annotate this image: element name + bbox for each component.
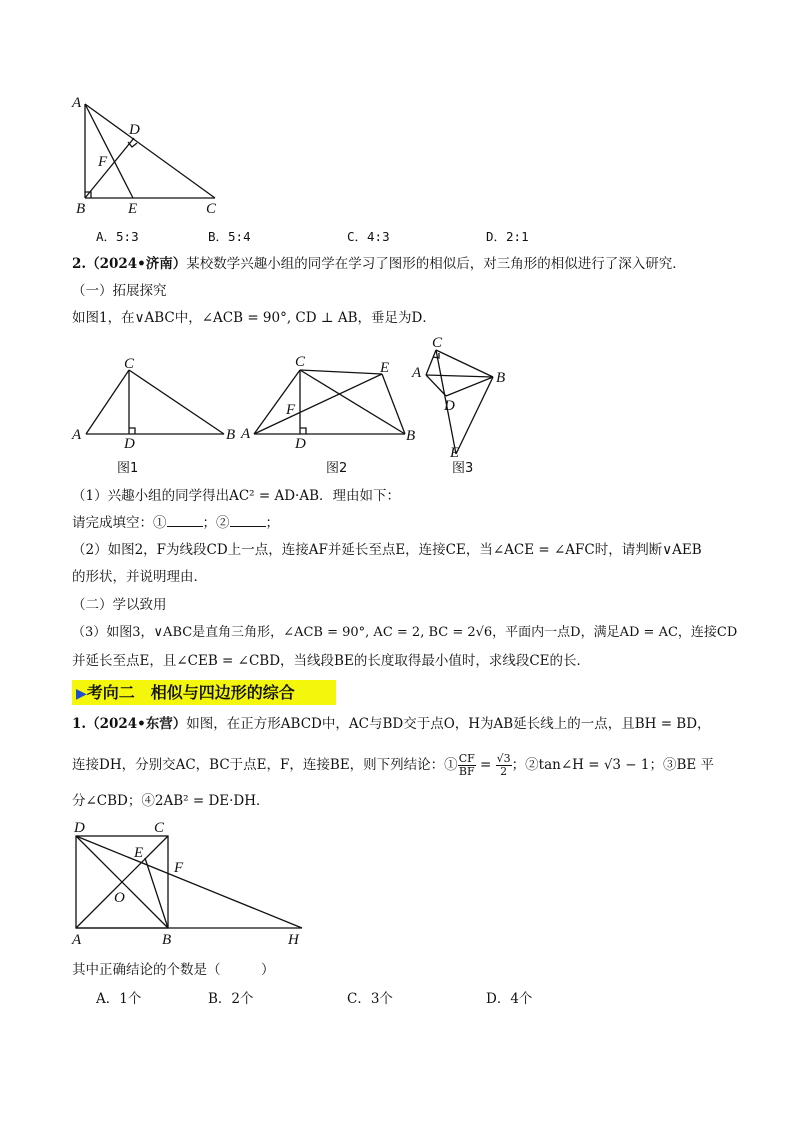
label-D: D: [129, 122, 140, 138]
sq-label-O: O: [114, 890, 125, 906]
q2-sub3-line1: （3）如图3，∨ABC是直角三角形，∠ACB = 90°, AC = 2, BC = 2√6，平面内一点D，满足AD = AC，连接CD: [72, 625, 738, 640]
sq-label-F: F: [174, 860, 184, 876]
fig2-label-D: D: [295, 436, 306, 452]
q3-line2: [72, 753, 714, 778]
sq-label-H: H: [288, 932, 299, 948]
q2-part1-heading: （一）拓展探究: [72, 283, 167, 299]
frac2-num: √3: [496, 752, 511, 765]
q3-option-d: D．4个: [486, 991, 533, 1007]
fig3-label-E: E: [450, 445, 460, 458]
q3-line2-pre: 连接DH，分别交AC，BC于点E，F，连接BE，则下列结论：①: [72, 757, 458, 773]
figure-top-triangle: [70, 92, 230, 217]
fig1-label-A: A: [72, 427, 82, 443]
q2-stem-text: 某校数学兴趣小组的同学在学习了图形的相似后，对三角形的相似进行了深入研究．: [186, 256, 686, 272]
q1-option-d: D．2:1: [486, 229, 529, 244]
q2-number: 2.: [72, 256, 87, 272]
label-E: E: [128, 201, 138, 217]
fig2-label-F: F: [286, 402, 296, 418]
q3-line2-post: ；②tan∠H = √3 − 1；③BE 平: [511, 757, 715, 773]
figure-2: [240, 350, 430, 454]
q3-source: （2024•东营）: [86, 716, 187, 732]
q3-question: 其中正确结论的个数是（ ）: [72, 962, 275, 978]
q3-line3: 分∠CBD；④2AB² = DE·DH．: [72, 793, 270, 809]
figure-3: [408, 330, 518, 458]
q2-stem: [72, 255, 686, 273]
sq-label-A: A: [72, 932, 82, 948]
fraction-cf-bf: [458, 753, 476, 778]
fig2-label-A: A: [241, 426, 251, 442]
frac1-den: BF: [458, 765, 475, 778]
fig1-label-C: C: [124, 356, 135, 372]
q2-sub2-line2: 的形状，并说明理由．: [72, 569, 207, 585]
fig2-label-C: C: [295, 354, 306, 370]
q1-option-a: A．5:3: [96, 229, 139, 244]
label-A: A: [72, 95, 82, 111]
fig1-label-B: B: [226, 427, 236, 443]
q1-option-c: C．4:3: [347, 229, 390, 244]
sq-label-C: C: [154, 820, 165, 836]
q3-line1: [72, 715, 711, 733]
q2-intro: 如图1，在∨ABC中，∠ACB = 90°, CD ⊥ AB，垂足为D．: [72, 310, 436, 326]
sq-label-E: E: [134, 845, 144, 861]
fig3-label-A: A: [412, 365, 422, 381]
label-F: F: [98, 154, 108, 170]
figure-square: [68, 812, 318, 952]
fig2-label-E: E: [380, 360, 390, 376]
section-title: 考向二 相似与四边形的综合: [86, 683, 295, 702]
q1-option-b: B．5:4: [208, 229, 251, 244]
q3-number: 1.: [72, 716, 87, 732]
sq-label-D: D: [74, 820, 85, 836]
fig2-label-B: B: [406, 428, 416, 444]
q2-sub1-a: （1）兴趣小组的同学得出AC² = AD·AB．理由如下：: [72, 488, 401, 504]
fig3-label-C: C: [432, 335, 443, 351]
section-banner: [72, 680, 336, 705]
blank-2[interactable]: [230, 514, 266, 527]
figure-1: [70, 352, 240, 452]
q3-eq: =: [475, 757, 496, 773]
caption-fig2: 图2: [326, 461, 348, 476]
label-B: B: [76, 201, 86, 217]
caption-fig1: 图1: [117, 461, 139, 476]
q2-sub2-line1: （2）如图2，F为线段CD上一点，连接AF并延长至点E，连接CE，当∠ACE = ∠AFC时，请判断∨AEB: [72, 542, 702, 558]
fig3-label-B: B: [496, 370, 506, 386]
q2-source: （2024•济南）: [86, 256, 187, 272]
fig3-label-D: D: [444, 398, 455, 414]
sq-label-B: B: [162, 932, 172, 948]
q3-option-a: A．1个: [96, 991, 142, 1007]
frac2-den: 2: [500, 765, 508, 778]
fill-blank-end: ；: [265, 515, 279, 531]
q3-option-c: C．3个: [347, 991, 393, 1007]
q2-sub1-b: [72, 514, 279, 532]
label-C: C: [206, 201, 217, 217]
blank-1[interactable]: [167, 514, 203, 527]
fig1-label-D: D: [124, 436, 135, 452]
triangle-right-icon: ▶: [76, 686, 87, 702]
q2-sub3-line2: 并延长至点E，且∠CEB = ∠CBD，当线段BE的长度取得最小值时，求线段CE的长．: [72, 653, 591, 669]
caption-fig3: 图3: [452, 461, 474, 476]
q3-option-b: B．2个: [208, 991, 254, 1007]
fill-blank-prompt: 请完成填空：①: [72, 515, 167, 531]
fraction-sqrt3-2: [496, 753, 512, 778]
frac1-num: CF: [458, 752, 475, 765]
fill-blank-sep: ；②: [202, 515, 230, 531]
q2-part2-heading: （二）学以致用: [72, 597, 167, 613]
q3-line1-text: 如图，在正方形ABCD中，AC与BD交于点O，H为AB延长线上的一点，且BH = BD，: [186, 716, 711, 732]
